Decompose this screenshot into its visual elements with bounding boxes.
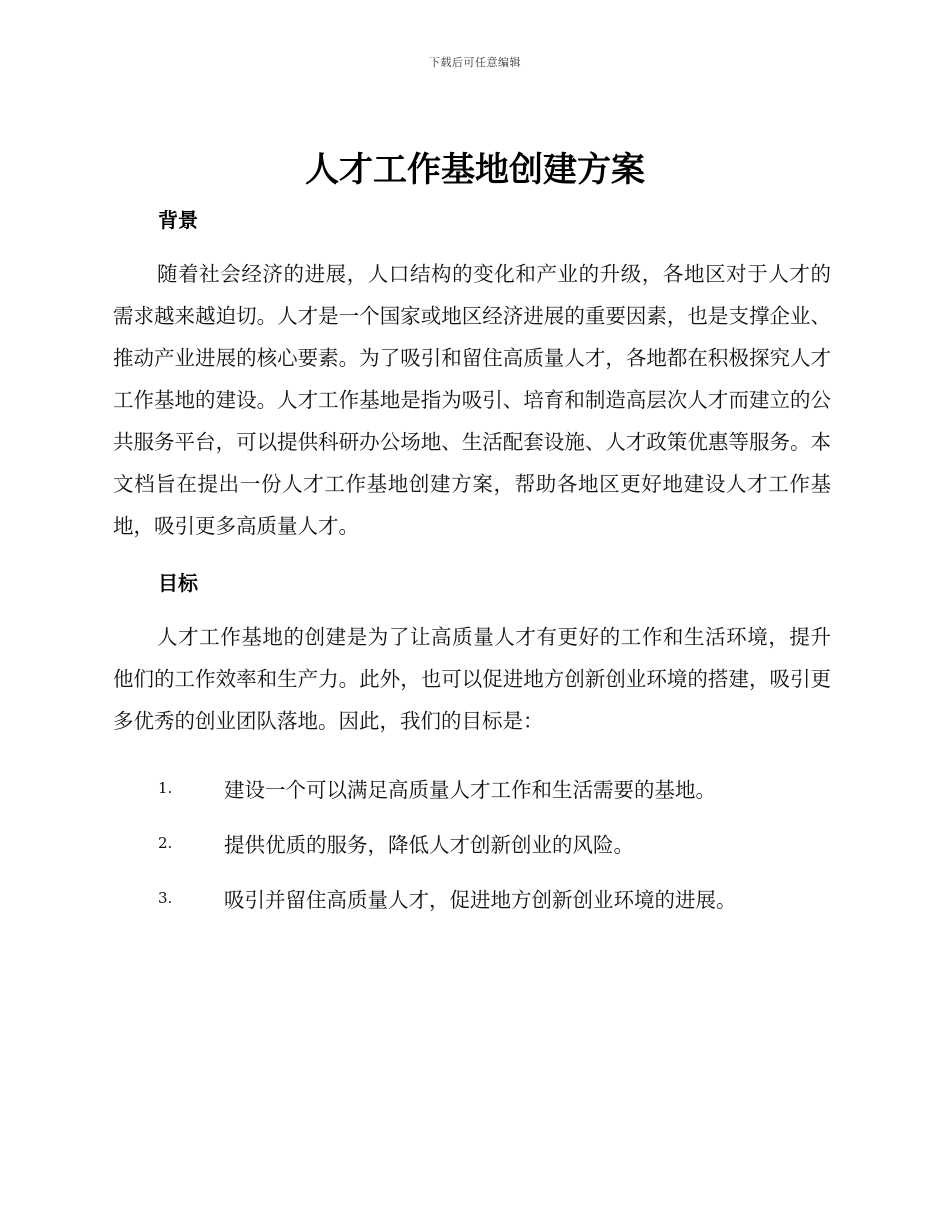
- goal-item-2: [113, 815, 831, 870]
- goals-paragraph: 人才工作基地的创建是为了让高质量人才有更好的工作和生活环境，提升他们的工作效率和生产力。此外，也可以促进地方创新创业环境的搭建，吸引更多优秀的创业团队落地。因此，我们的目标是：: [113, 625, 831, 733]
- document-title: 人才工作基地创建方案: [305, 150, 645, 190]
- goal-text: 提供优质的服务，降低人才创新创业的风险。: [224, 832, 634, 857]
- page-header-note: 下载后可任意编辑: [429, 56, 521, 69]
- goal-number: 2.: [158, 833, 173, 852]
- goal-number: 3.: [158, 888, 173, 907]
- background-paragraph: 随着社会经济的进展，人口结构的变化和产业的升级，各地区对于人才的需求越来越迫切。人才是一个国家或地区经济进展的重要因素，也是支撑企业、推动产业进展的核心要素。为了吸引和留住高质量人才，各地都在积极探究人才工作基地的建设。人才工作基地是指为吸引、培育和制造高层次人才而建立的公共服务平台，可以提供科研办公场地、生活配套设施、人才政策优惠等服务。本文档旨在提出一份人才工作基地创建方案，帮助各地区更好地建设人才工作基地，吸引更多高质量人才。: [113, 262, 831, 538]
- goal-text: 吸引并留住高质量人才，促进地方创新创业环境的进展。: [224, 887, 737, 912]
- section-heading-goals: 目标: [158, 571, 198, 595]
- goal-list: [113, 760, 831, 925]
- goal-number: 1.: [158, 778, 173, 797]
- goal-text: 建设一个可以满足高质量人才工作和生活需要的基地。: [224, 777, 716, 802]
- goal-item-1: [113, 760, 831, 815]
- goal-item-3: [113, 870, 831, 925]
- section-heading-background: 背景: [158, 208, 198, 232]
